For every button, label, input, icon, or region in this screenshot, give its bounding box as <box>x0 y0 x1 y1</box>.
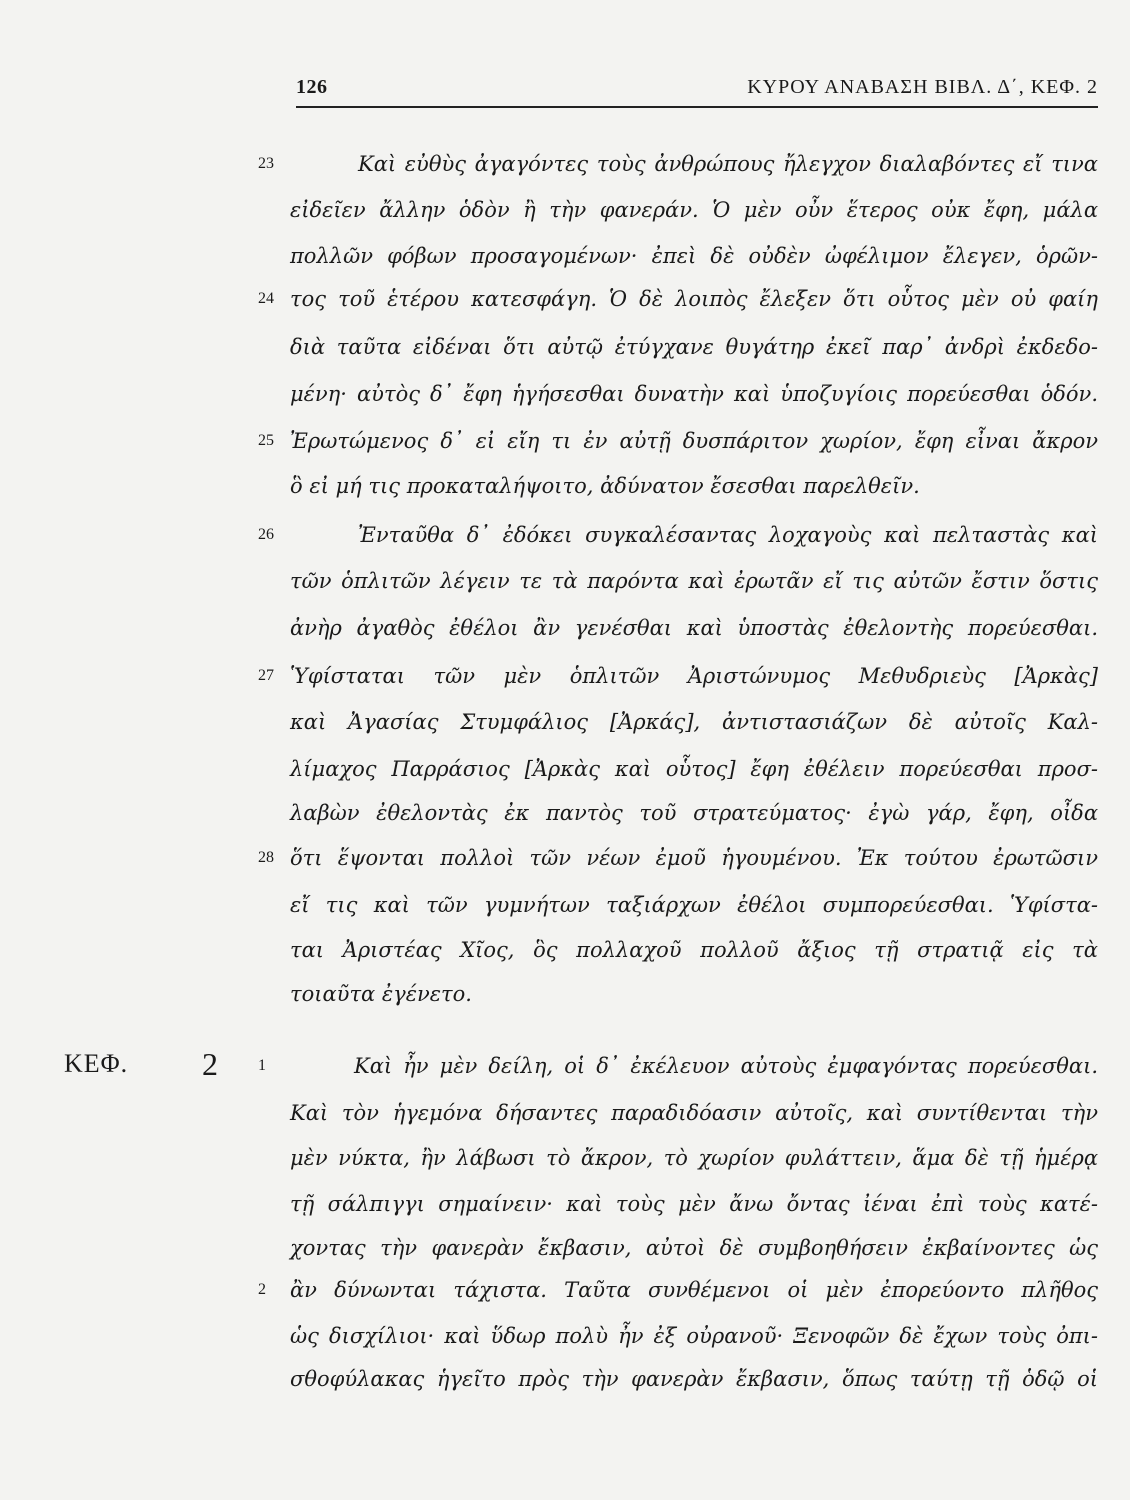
chapter-number: 2 <box>202 1046 218 1082</box>
page-number: 126 <box>296 76 328 98</box>
section-number-24: 24 <box>258 290 274 307</box>
text-line: τῶν ὁπλιτῶν λέγειν τε τὰ παρόντα καὶ ἐρωτᾶν εἴ τις αὐτῶν ἔστιν ὅστις <box>290 569 1098 593</box>
running-header <box>296 70 1098 108</box>
text-line: Ἐνταῦθα δ᾽ ἐδόκει συγκαλέσαντας λοχαγοὺς καὶ πελταστὰς καὶ <box>358 523 1098 547</box>
text-line: ὅτι ἕψονται πολλοὶ τῶν νέων ἐμοῦ ἡγουμένου. Ἐκ τούτου ἐρωτῶσιν <box>290 846 1098 870</box>
text-line: χοντας τὴν φανερὰν ἔκβασιν, αὐτοὶ δὲ συμβοηθήσειν ἐκβαίνοντες ὡς <box>290 1236 1098 1260</box>
text-line: ται Ἀριστέας Χῖος, ὃς πολλαχοῦ πολλοῦ ἄξιος τῇ στρατιᾷ εἰς τὰ <box>290 938 1098 962</box>
text-line: Καὶ ἦν μὲν δείλη, οἱ δ᾽ ἐκέλευον αὐτοὺς ἐμφαγόντας πορεύεσθαι. <box>354 1054 1098 1078</box>
text-line: πολλῶν φόβων προσαγομένων· ἐπεὶ δὲ οὐδὲν ὠφέλιμον ἔλεγεν, ὁρῶν- <box>290 244 1098 268</box>
text-line: Καὶ εὐθὺς ἀγαγόντες τοὺς ἀνθρώπους ἤλεγχον διαλαβόντες εἴ τινα <box>358 152 1098 176</box>
text-line: Ἐρωτώμενος δ᾽ εἰ εἴη τι ἐν αὐτῇ δυσπάριτον χωρίον, ἔφη εἶναι ἄκρον <box>290 429 1098 453</box>
text-line: μένη· αὐτὸς δ᾽ ἔφη ἡγήσεσθαι δυνατὴν καὶ ὑποζυγίοις πορεύεσθαι ὁδόν. <box>290 382 1098 406</box>
section-number-25: 25 <box>258 432 274 449</box>
section-number-28: 28 <box>258 849 274 866</box>
text-line: τος τοῦ ἑτέρου κατεσφάγη. Ὁ δὲ λοιπὸς ἔλεξεν ὅτι οὗτος μὲν οὐ φαίη <box>290 287 1098 311</box>
text-line: ἂν δύνωνται τάχιστα. Ταῦτα συνθέμενοι οἱ μὲν ἐπορεύοντο πλῆθος <box>290 1278 1098 1302</box>
chapter-label: ΚΕΦ. <box>64 1049 129 1078</box>
text-line: ὡς δισχίλιοι· καὶ ὕδωρ πολὺ ἦν ἐξ οὐρανοῦ· Ξενοφῶν δὲ ἔχων τοὺς ὀπι- <box>290 1324 1098 1348</box>
text-line: λίμαχος Παρράσιος [Ἀρκὰς καὶ οὗτος] ἔφη ἐθέλειν πορεύεσθαι προσ- <box>290 757 1098 781</box>
text-line: εἰδεῖεν ἄλλην ὁδὸν ἢ τὴν φανεράν. Ὁ μὲν οὖν ἕτερος οὐκ ἔφη, μάλα <box>290 198 1098 222</box>
text-line: τῇ σάλπιγγι σημαίνειν· καὶ τοὺς μὲν ἄνω ὄντας ἰέναι ἐπὶ τοὺς κατέ- <box>290 1192 1098 1216</box>
text-line: Ὑφίσταται τῶν μὲν ὁπλιτῶν Ἀριστώνυμος Μεθυδριεὺς [Ἀρκὰς] <box>290 664 1098 688</box>
text-line: ἀνὴρ ἀγαθὸς ἐθέλοι ἂν γενέσθαι καὶ ὑποστὰς ἐθελοντὴς πορεύεσθαι. <box>290 616 1098 640</box>
text-line: Καὶ τὸν ἡγεμόνα δήσαντες παραδιδόασιν αὐτοῖς, καὶ συντίθενται τὴν <box>290 1101 1098 1125</box>
running-title: ΚΥΡΟΥ ΑΝΑΒΑΣΗ ΒΙΒΛ. Δ΄, ΚΕΦ. 2 <box>747 76 1098 98</box>
text-line: ὃ εἰ μή τις προκαταλήψοιτο, ἀδύνατον ἔσεσθαι παρελθεῖν. <box>290 474 920 498</box>
text-line: σθοφύλακας ἡγεῖτο πρὸς τὴν φανερὰν ἔκβασιν, ὅπως ταύτῃ τῇ ὁδῷ οἱ <box>290 1367 1098 1391</box>
text-line: τοιαῦτα ἐγένετο. <box>290 982 472 1006</box>
section-number-2: 2 <box>258 1281 266 1298</box>
text-line: καὶ Ἀγασίας Στυμφάλιος [Ἀρκάς], ἀντιστασιάζων δὲ αὐτοῖς Καλ- <box>290 710 1098 734</box>
text-line: λαβὼν ἐθελοντὰς ἐκ παντὸς τοῦ στρατεύματος· ἐγὼ γάρ, ἔφη, οἶδα <box>290 801 1098 825</box>
section-number-27: 27 <box>258 667 274 684</box>
section-number-23: 23 <box>258 155 274 172</box>
section-number-26: 26 <box>258 526 274 543</box>
text-line: μὲν νύκτα, ἢν λάβωσι τὸ ἄκρον, τὸ χωρίον φυλάττειν, ἅμα δὲ τῇ ἡμέρᾳ <box>290 1146 1098 1170</box>
text-line: εἴ τις καὶ τῶν γυμνήτων ταξιάρχων ἐθέλοι συμπορεύεσθαι. Ὑφίστα- <box>290 893 1098 917</box>
section-number-1: 1 <box>258 1057 266 1074</box>
text-line: διὰ ταῦτα εἰδέναι ὅτι αὐτῷ ἐτύγχανε θυγάτηρ ἐκεῖ παρ᾽ ἀνδρὶ ἐκδεδο- <box>290 335 1098 359</box>
